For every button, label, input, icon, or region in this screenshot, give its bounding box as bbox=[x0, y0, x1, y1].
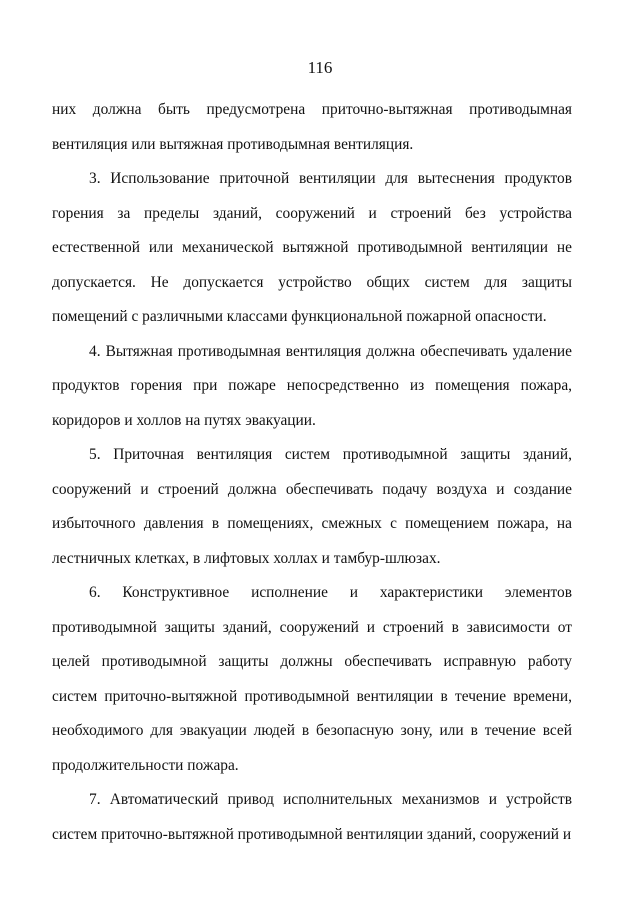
paragraph-item-4: 4. Вытяжная противодымная вентиляция должна обеспечивать удаление продуктов горения при пожаре непосредственно из помещения пожара, коридоров и холлов на путях эвакуации. bbox=[52, 342, 572, 429]
page-number: 116 bbox=[307, 58, 333, 77]
paragraph-item-3: 3. Использование приточной вентиляции для вытеснения продуктов горения за пределы зданий, сооружений и строений без устройства естественной или механической вытяжной противодымной вентиляции не допускается. Не допускается устройство общих систем для защиты помещений с различными классами функциональной пожарной опасности. bbox=[52, 170, 572, 325]
paragraph-continuation: них должна быть предусмотрена приточно-вытяжная противодымная вентиляция или вытяжная противодымная вентиляция. bbox=[52, 101, 572, 153]
paragraph-item-5: 5. Приточная вентиляция систем противодымной защиты зданий, сооружений и строений должна обеспечивать подачу воздуха и создание избыточного давления в помещениях, смежных с помещением пожара, на лестничных клетках, в лифтовых холлах и тамбур-шлюзах. bbox=[52, 446, 572, 567]
paragraph-item-6: 6. Конструктивное исполнение и характеристики элементов противодымной защиты зданий, сооружений и строений в зависимости от целей противодымной защиты должны обеспечивать исправную работу систем приточно-вытяжной противодымной вентиляции в течение времени, необходимого для эвакуации людей в безопасную зону, или в течение всей продолжительности пожара. bbox=[52, 584, 572, 774]
document-body bbox=[52, 93, 572, 852]
paragraph-item-7: 7. Автоматический привод исполнительных механизмов и устройств систем приточно-вытяжной противодымной вентиляции зданий, сооружений и bbox=[52, 791, 572, 843]
